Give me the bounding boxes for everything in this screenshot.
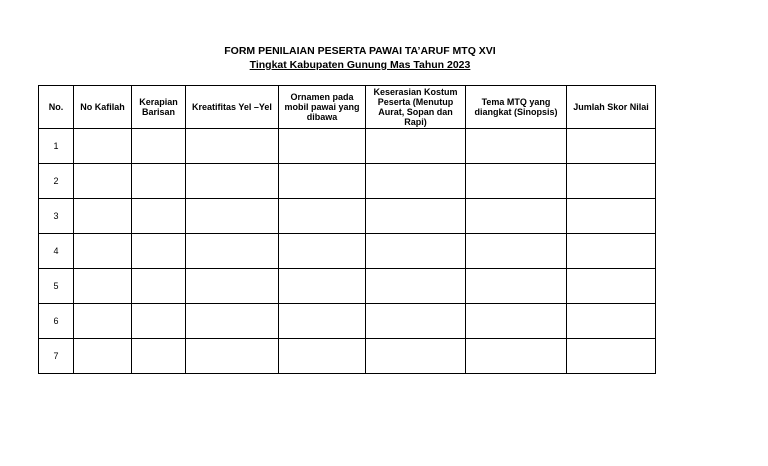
score-cell[interactable]	[132, 234, 186, 269]
score-cell[interactable]	[567, 269, 656, 304]
score-cell[interactable]	[366, 129, 466, 164]
score-cell[interactable]	[132, 199, 186, 234]
table-row	[39, 129, 656, 164]
score-cell[interactable]	[466, 199, 567, 234]
score-cell[interactable]	[186, 199, 279, 234]
score-cell[interactable]	[567, 304, 656, 339]
column-header-kafilah: No Kafilah	[74, 86, 132, 129]
score-cell[interactable]	[466, 129, 567, 164]
score-cell[interactable]	[279, 269, 366, 304]
score-cell[interactable]	[366, 164, 466, 199]
table-row	[39, 269, 656, 304]
row-number: 4	[39, 234, 74, 269]
score-cell[interactable]	[279, 199, 366, 234]
table-header-row	[39, 86, 656, 129]
column-header-no: No.	[39, 86, 74, 129]
score-cell[interactable]	[366, 269, 466, 304]
score-cell[interactable]	[132, 129, 186, 164]
score-cell[interactable]	[186, 339, 279, 374]
column-header-jumlah: Jumlah Skor Nilai	[567, 86, 656, 129]
score-cell[interactable]	[466, 269, 567, 304]
score-cell[interactable]	[466, 339, 567, 374]
score-cell[interactable]	[466, 304, 567, 339]
score-cell[interactable]	[366, 304, 466, 339]
column-header-tema: Tema MTQ yang diangkat (Sinopsis)	[466, 86, 567, 129]
score-cell[interactable]	[366, 234, 466, 269]
score-cell[interactable]	[74, 234, 132, 269]
column-header-ornamen: Ornamen pada mobil pawai yang dibawa	[279, 86, 366, 129]
score-cell[interactable]	[74, 269, 132, 304]
table-row	[39, 164, 656, 199]
score-cell[interactable]	[74, 304, 132, 339]
score-cell[interactable]	[279, 234, 366, 269]
row-number: 6	[39, 304, 74, 339]
score-cell[interactable]	[132, 304, 186, 339]
table-row	[39, 304, 656, 339]
score-cell[interactable]	[567, 129, 656, 164]
row-number: 2	[39, 164, 74, 199]
score-cell[interactable]	[186, 304, 279, 339]
column-header-keserasian: Keserasian Kostum Peserta (Menutup Aurat, Sopan dan Rapi)	[366, 86, 466, 129]
score-cell[interactable]	[279, 339, 366, 374]
score-cell[interactable]	[567, 199, 656, 234]
column-header-kerapian: Kerapian Barisan	[132, 86, 186, 129]
score-cell[interactable]	[279, 129, 366, 164]
score-cell[interactable]	[466, 164, 567, 199]
row-number: 1	[39, 129, 74, 164]
score-cell[interactable]	[186, 129, 279, 164]
score-cell[interactable]	[567, 164, 656, 199]
table-row	[39, 199, 656, 234]
score-cell[interactable]	[132, 269, 186, 304]
row-number: 5	[39, 269, 74, 304]
score-cell[interactable]	[567, 339, 656, 374]
form-subtitle: Tingkat Kabupaten Gunung Mas Tahun 2023	[249, 59, 471, 71]
table-row	[39, 339, 656, 374]
column-header-kreatifitas: Kreatifitas Yel –Yel	[186, 86, 279, 129]
table-row	[39, 234, 656, 269]
score-cell[interactable]	[74, 164, 132, 199]
row-number: 7	[39, 339, 74, 374]
score-cell[interactable]	[186, 269, 279, 304]
score-cell[interactable]	[186, 234, 279, 269]
assessment-table	[38, 85, 656, 374]
score-cell[interactable]	[466, 234, 567, 269]
row-number: 3	[39, 199, 74, 234]
score-cell[interactable]	[74, 129, 132, 164]
score-cell[interactable]	[186, 164, 279, 199]
score-cell[interactable]	[567, 234, 656, 269]
score-cell[interactable]	[74, 199, 132, 234]
score-cell[interactable]	[279, 304, 366, 339]
score-cell[interactable]	[132, 339, 186, 374]
score-cell[interactable]	[279, 164, 366, 199]
score-cell[interactable]	[366, 199, 466, 234]
score-cell[interactable]	[366, 339, 466, 374]
score-cell[interactable]	[74, 339, 132, 374]
form-title: FORM PENILAIAN PESERTA PAWAI TA’ARUF MTQ XVI	[224, 45, 496, 57]
score-cell[interactable]	[132, 164, 186, 199]
